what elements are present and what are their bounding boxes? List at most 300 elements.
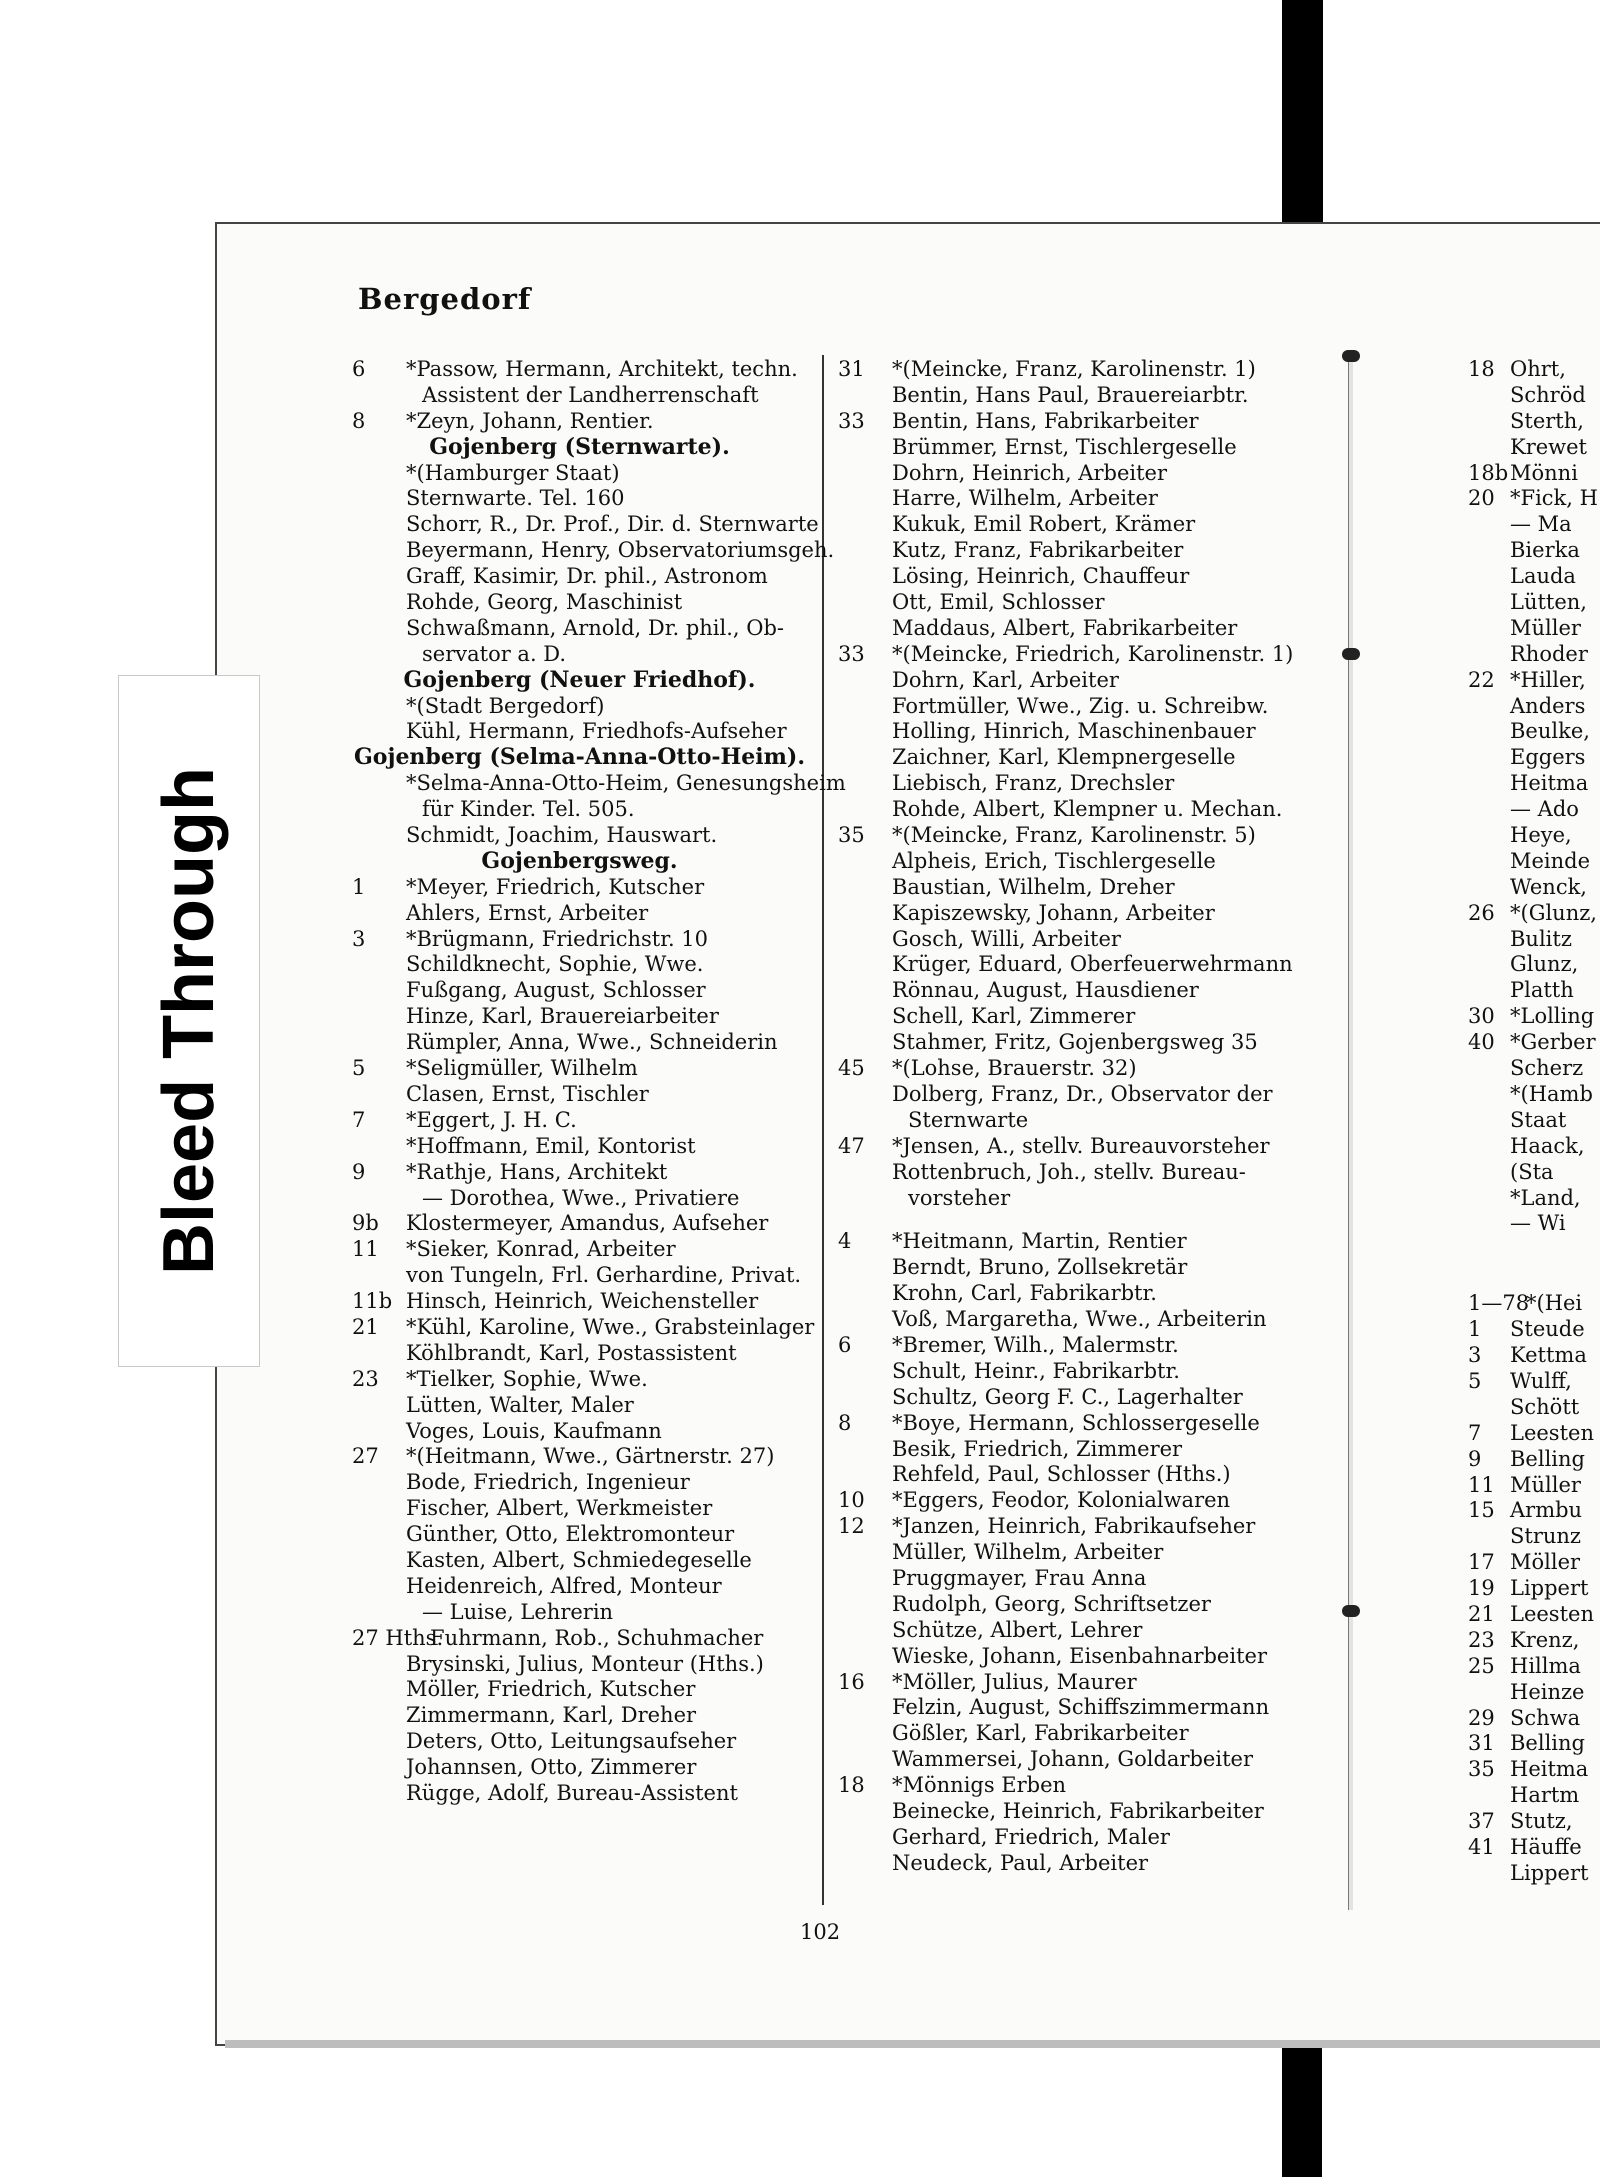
directory-entry (838, 461, 1293, 487)
entry-text: Lippert (1510, 1576, 1589, 1601)
house-number: 27 Hths. (352, 1625, 444, 1650)
entry-text: (Sta (1510, 1159, 1554, 1184)
entry-text: Schröd (1510, 382, 1586, 407)
house-number: 23 (352, 1366, 379, 1391)
entry-text: Rümpler, Anna, Wwe., Schneiderin (406, 1030, 778, 1055)
directory-entry (352, 927, 807, 953)
entry-text: Heitma (1510, 771, 1589, 796)
house-number: 16 (838, 1669, 865, 1694)
directory-entry (352, 1237, 807, 1263)
directory-entry (1468, 512, 1600, 538)
directory-entry (838, 1773, 1293, 1799)
house-number: 19 (1468, 1576, 1495, 1601)
entry-text: Bentin, Hans Paul, Brauereiarbtr. (892, 382, 1249, 407)
directory-entry (352, 357, 807, 383)
house-number: 15 (1468, 1498, 1495, 1523)
directory-column-2 (838, 357, 1293, 1877)
directory-entry (1468, 1030, 1600, 1056)
binding-strip-bottom (1282, 2040, 1322, 2177)
entry-text: *Zeyn, Johann, Rentier. (406, 408, 654, 433)
entry-text: von Tungeln, Frl. Gerhardine, Privat. (406, 1263, 802, 1288)
house-number: 17 (1468, 1550, 1495, 1575)
entry-text: Besik, Friedrich, Zimmerer (892, 1436, 1183, 1461)
directory-entry (352, 1341, 807, 1367)
entry-text: *Seligmüller, Wilhelm (406, 1056, 638, 1081)
directory-entry (838, 486, 1293, 512)
directory-entry (1468, 435, 1600, 461)
directory-entry (1468, 1395, 1600, 1421)
directory-entry (838, 538, 1293, 564)
entry-text: Mönni (1510, 460, 1578, 485)
directory-entry (1468, 1498, 1600, 1524)
bleed-through-label (118, 675, 260, 1367)
directory-entry (1468, 978, 1600, 1004)
directory-entry (838, 1670, 1293, 1696)
entry-text: Rohde, Albert, Klempner u. Mechan. (892, 797, 1283, 822)
directory-entry (1468, 771, 1600, 797)
directory-entry (352, 1677, 807, 1703)
directory-entry (352, 1367, 807, 1393)
entry-text: — Dorothea, Wwe., Privatiere (422, 1185, 740, 1210)
house-number: 7 (352, 1107, 366, 1132)
entry-text: Assistent der Landherrenschaft (422, 382, 759, 407)
directory-entry (1468, 1447, 1600, 1473)
house-number: 35 (1468, 1757, 1495, 1782)
directory-entry (1468, 409, 1600, 435)
directory-entry (838, 590, 1293, 616)
entry-text: *Land, (1510, 1185, 1581, 1210)
directory-entry (352, 1211, 807, 1237)
entry-text: Steude (1510, 1317, 1585, 1342)
directory-entry (838, 849, 1293, 875)
directory-entry (838, 1082, 1293, 1108)
entry-text: Liebisch, Franz, Drechsler (892, 771, 1175, 796)
directory-entry (1468, 1757, 1600, 1783)
bleed-through-label-text: Bleed Through (149, 767, 229, 1275)
entry-text: *(Heitmann, Wwe., Gärtnerstr. 27) (406, 1444, 775, 1469)
entry-text: Krüger, Eduard, Oberfeuerwehrmann (892, 952, 1293, 977)
directory-entry (1468, 1108, 1600, 1134)
directory-entry (838, 694, 1293, 720)
entry-text: Rehfeld, Paul, Schlosser (Hths.) (892, 1462, 1231, 1487)
directory-entry (838, 1411, 1293, 1437)
entry-text: Eggers (1510, 745, 1586, 770)
directory-entry (1468, 1731, 1600, 1757)
entry-text: Maddaus, Albert, Fabrikarbeiter (892, 615, 1238, 640)
directory-entry (1468, 694, 1600, 720)
directory-entry (838, 383, 1293, 409)
directory-entry (352, 1600, 807, 1626)
directory-entry (352, 616, 807, 642)
entry-text: Heye, (1510, 823, 1572, 848)
entry-text: Strunz (1510, 1524, 1581, 1549)
entry-text: Deters, Otto, Leitungsaufseher (406, 1729, 737, 1754)
entry-text: Platth (1510, 978, 1574, 1003)
house-number: 18b (1468, 460, 1509, 485)
directory-entry (1468, 1237, 1600, 1255)
house-number: 1 (352, 874, 366, 899)
directory-entry (838, 875, 1293, 901)
directory-entry (1468, 357, 1600, 383)
entry-text: Berndt, Bruno, Zollsekretär (892, 1255, 1188, 1280)
house-number: 9b (352, 1211, 379, 1236)
entry-text: *Brügmann, Friedrichstr. 10 (406, 926, 709, 951)
house-number: 18 (1468, 357, 1495, 381)
entry-text: Harre, Wilhelm, Arbeiter (892, 486, 1158, 511)
house-number: 8 (352, 408, 366, 433)
directory-entry (838, 1721, 1293, 1747)
house-number: 1 (1468, 1317, 1482, 1342)
directory-entry (352, 1056, 807, 1082)
directory-entry (1468, 486, 1600, 512)
entry-text: *(Lohse, Brauerstr. 32) (892, 1056, 1137, 1081)
house-number: 33 (838, 641, 865, 666)
directory-entry (1468, 875, 1600, 901)
entry-text: Gosch, Willi, Arbeiter (892, 926, 1121, 951)
entry-text: Hinze, Karl, Brauereiarbeiter (406, 1004, 719, 1029)
directory-entry (838, 668, 1293, 694)
house-number: 4 (838, 1229, 852, 1254)
directory-entry (838, 642, 1293, 668)
entry-text: Schött (1510, 1394, 1580, 1419)
directory-entry (1468, 1602, 1600, 1628)
directory-entry (352, 1134, 807, 1160)
entry-text: Leesten (1510, 1601, 1594, 1626)
directory-entry (838, 1437, 1293, 1463)
entry-text: *(Glunz, (1510, 900, 1597, 925)
directory-entry (352, 1470, 807, 1496)
entry-text: *Eggert, J. H. C. (406, 1107, 577, 1132)
directory-entry (352, 771, 846, 797)
entry-text: Sterth, (1510, 408, 1584, 433)
directory-entry (1468, 1291, 1600, 1317)
entry-text: Lippert (1510, 1860, 1589, 1885)
entry-text: Dohrn, Karl, Arbeiter (892, 667, 1119, 692)
entry-text: *(Meincke, Franz, Karolinenstr. 1) (892, 357, 1256, 381)
entry-text: Schmidt, Joachim, Hauswart. (406, 823, 718, 848)
directory-entry (352, 461, 807, 487)
entry-text: Wulff, (1510, 1368, 1572, 1393)
entry-text: servator a. D. (422, 641, 567, 666)
entry-text: Hartm (1510, 1783, 1580, 1808)
entry-text: Gojenberg (Neuer Friedhof). (403, 666, 756, 693)
directory-entry (1468, 383, 1600, 409)
house-number: 31 (838, 357, 865, 381)
entry-text: Lösing, Heinrich, Chauffeur (892, 564, 1190, 589)
directory-entry (352, 875, 807, 901)
entry-text: Zaichner, Karl, Klempnergeselle (892, 745, 1236, 770)
house-number: 47 (838, 1133, 865, 1158)
directory-entry (1468, 590, 1600, 616)
directory-entry (352, 1522, 807, 1548)
entry-text: Belling (1510, 1446, 1585, 1471)
directory-entry (352, 978, 807, 1004)
entry-text: Baustian, Wilhelm, Dreher (892, 874, 1175, 899)
directory-entry (1468, 1273, 1600, 1291)
entry-text: Lütten, (1510, 590, 1587, 615)
entry-text: Scherz (1510, 1056, 1584, 1081)
entry-text: Müller, Wilhelm, Arbeiter (892, 1540, 1164, 1565)
entry-text: Gerhard, Friedrich, Maler (892, 1824, 1170, 1849)
entry-text: Kasten, Albert, Schmiedegeselle (406, 1547, 752, 1572)
entry-text: Kapiszewsky, Johann, Arbeiter (892, 900, 1215, 925)
entry-text: *Janzen, Heinrich, Fabrikaufseher (892, 1514, 1256, 1539)
directory-entry (838, 823, 1293, 849)
entry-text: Häuffe (1510, 1834, 1582, 1859)
directory-entry (838, 1514, 1293, 1540)
directory-entry (1468, 1524, 1600, 1550)
directory-entry (352, 901, 807, 927)
entry-text: *Selma-Anna-Otto-Heim, Genesungsheim (406, 771, 846, 796)
directory-entry (352, 1496, 807, 1522)
house-number: 29 (1468, 1705, 1495, 1730)
directory-entry (352, 1289, 807, 1315)
entry-text: Voß, Margaretha, Wwe., Arbeiterin (892, 1307, 1267, 1332)
entry-text: Dolberg, Franz, Dr., Observator der (892, 1081, 1273, 1106)
directory-column-3 (1468, 357, 1600, 1887)
directory-entry (1468, 1317, 1600, 1343)
entry-text: Stahmer, Fritz, Gojenbergsweg 35 (892, 1030, 1258, 1055)
house-number: 45 (838, 1056, 865, 1081)
directory-entry (838, 1488, 1293, 1514)
directory-entry (1468, 538, 1600, 564)
entry-text: — Luise, Lehrerin (422, 1599, 614, 1624)
house-number: 11 (1468, 1472, 1495, 1497)
house-number: 20 (1468, 486, 1495, 511)
entry-text: Lütten, Walter, Maler (406, 1392, 634, 1417)
directory-entry (1468, 642, 1600, 668)
directory-entry (1468, 1343, 1600, 1369)
directory-entry (352, 1444, 807, 1470)
entry-text: Rügge, Adolf, Bureau-Assistent (406, 1780, 738, 1805)
directory-entry (838, 1281, 1293, 1307)
house-number: 21 (1468, 1601, 1495, 1626)
directory-entry (838, 797, 1293, 823)
directory-entry (1468, 927, 1600, 953)
directory-entry (1468, 668, 1600, 694)
directory-entry (352, 409, 807, 435)
directory-entry (1468, 1706, 1600, 1732)
entry-text: Schultz, Georg F. C., Lagerhalter (892, 1384, 1243, 1409)
entry-text: Armbu (1510, 1498, 1583, 1523)
entry-text: Schildknecht, Sophie, Wwe. (406, 952, 704, 977)
house-number: 31 (1468, 1731, 1495, 1756)
directory-entry (352, 952, 807, 978)
directory-entry (838, 1385, 1293, 1411)
directory-entry (1468, 1628, 1600, 1654)
directory-entry (838, 952, 1293, 978)
directory-entry (838, 564, 1293, 590)
entry-text: Voges, Louis, Kaufmann (406, 1418, 662, 1443)
entry-text: *(Hei (1526, 1291, 1583, 1316)
directory-entry (1468, 1082, 1600, 1108)
entry-text: Rudolph, Georg, Schriftsetzer (892, 1591, 1211, 1616)
entry-text: Anders (1510, 693, 1586, 718)
directory-entry (1468, 1861, 1600, 1887)
house-number: 11 (352, 1237, 379, 1262)
entry-text: Krenz, (1510, 1627, 1580, 1652)
page-shadow (225, 2040, 1600, 2048)
entry-text: Haack, (1510, 1133, 1585, 1158)
house-number: 9 (352, 1159, 366, 1184)
entry-text: *Kühl, Karoline, Wwe., Grabsteinlager (406, 1314, 815, 1339)
entry-text: *(Stadt Bergedorf) (406, 693, 605, 718)
directory-entry (352, 719, 807, 745)
directory-entry (352, 797, 807, 823)
directory-entry (352, 1186, 807, 1212)
binding-hook-top (1342, 350, 1360, 362)
directory-entry (838, 1160, 1293, 1186)
directory-entry (838, 1695, 1293, 1721)
directory-entry (838, 409, 1293, 435)
house-number: 11b (352, 1289, 393, 1314)
house-number: 7 (1468, 1420, 1482, 1445)
directory-entry (1468, 719, 1600, 745)
entry-text: Fuhrmann, Rob., Schuhmacher (430, 1625, 764, 1650)
entry-text: Heitma (1510, 1757, 1589, 1782)
directory-entry (352, 642, 807, 668)
house-number: 18 (838, 1773, 865, 1798)
house-number: 26 (1468, 900, 1495, 925)
entry-text: Kutz, Franz, Fabrikarbeiter (892, 538, 1184, 563)
column-divider (822, 355, 824, 1905)
house-number: 40 (1468, 1030, 1495, 1055)
directory-entry (352, 1030, 807, 1056)
directory-entry (1468, 1056, 1600, 1082)
entry-text: Glunz, (1510, 952, 1579, 977)
directory-entry (1468, 1654, 1600, 1680)
entry-text: *Hiller, (1510, 667, 1586, 692)
directory-entry (352, 1781, 807, 1807)
binding-strip-right-top (1283, 0, 1323, 228)
entry-text: Bentin, Hans, Fabrikarbeiter (892, 408, 1199, 433)
entry-text: Beyermann, Henry, Observatoriumsgeh. (406, 538, 835, 563)
directory-entry (1468, 901, 1600, 927)
directory-entry (1468, 1134, 1600, 1160)
directory-entry (838, 1747, 1293, 1773)
house-number: 12 (838, 1514, 865, 1539)
directory-entry (838, 1108, 1293, 1134)
entry-text: — Ma (1510, 512, 1572, 537)
entry-text: *Heitmann, Martin, Rentier (892, 1229, 1187, 1254)
entry-text: Möller (1510, 1550, 1581, 1575)
directory-entry (1468, 1835, 1600, 1861)
entry-text: Krohn, Carl, Fabrikarbtr. (892, 1281, 1157, 1306)
entry-text: Ohrt, (1510, 357, 1566, 381)
directory-entry (838, 1134, 1293, 1160)
entry-text: — Wi (1510, 1211, 1566, 1236)
entry-text: *Sieker, Konrad, Arbeiter (406, 1237, 676, 1262)
directory-entry (838, 1359, 1293, 1385)
directory-entry (838, 1618, 1293, 1644)
house-number: 1—78 (1468, 1291, 1530, 1316)
directory-entry (838, 435, 1293, 461)
house-number: 27 (352, 1444, 379, 1469)
directory-entry (352, 1419, 807, 1445)
directory-entry (838, 1211, 1293, 1229)
entry-text: *Jensen, A., stellv. Bureauvorsteher (892, 1133, 1270, 1158)
entry-text: *Rathje, Hans, Architekt (406, 1159, 668, 1184)
entry-text: Neudeck, Paul, Arbeiter (892, 1850, 1149, 1875)
directory-entry (1468, 1550, 1600, 1576)
directory-entry (838, 927, 1293, 953)
entry-text: Beinecke, Heinrich, Fabrikarbeiter (892, 1798, 1264, 1823)
binding-hook-middle (1342, 648, 1360, 660)
entry-text: *Möller, Julius, Maurer (892, 1669, 1137, 1694)
entry-text: *Tielker, Sophie, Wwe. (406, 1366, 648, 1391)
entry-text: Köhlbrandt, Karl, Postassistent (406, 1340, 737, 1365)
entry-text: Schwa (1510, 1705, 1581, 1730)
directory-entry (1468, 1783, 1600, 1809)
entry-text: Johannsen, Otto, Zimmerer (406, 1755, 697, 1780)
house-number: 8 (838, 1410, 852, 1435)
entry-text: *Hoffmann, Emil, Kontorist (406, 1133, 696, 1158)
entry-text: Clasen, Ernst, Tischler (406, 1081, 649, 1106)
street-heading (352, 435, 807, 461)
entry-text: *(Meincke, Franz, Karolinenstr. 5) (892, 823, 1256, 848)
entry-text: Fischer, Albert, Werkmeister (406, 1496, 713, 1521)
entry-text: Graff, Kasimir, Dr. phil., Astronom (406, 564, 768, 589)
house-number: 9 (1468, 1446, 1482, 1471)
entry-text: Stutz, (1510, 1809, 1573, 1834)
entry-text: Wenck, (1510, 874, 1587, 899)
entry-text: Holling, Hinrich, Maschinenbauer (892, 719, 1256, 744)
entry-text: Schütze, Albert, Lehrer (892, 1617, 1143, 1642)
entry-text: *(Hamburger Staat) (406, 460, 620, 485)
entry-text: Kukuk, Emil Robert, Krämer (892, 512, 1196, 537)
directory-entry (838, 616, 1293, 642)
entry-text: Müller (1510, 615, 1581, 640)
entry-text: Lauda (1510, 564, 1576, 589)
entry-text: Fußgang, August, Schlosser (406, 978, 706, 1003)
house-number: 3 (352, 926, 366, 951)
directory-entry (1468, 564, 1600, 590)
entry-text: Hillma (1510, 1653, 1581, 1678)
entry-text: Zimmermann, Karl, Dreher (406, 1703, 697, 1728)
directory-entry (352, 1393, 807, 1419)
binding-hook-lower (1342, 1605, 1360, 1617)
entry-text: Rottenbruch, Joh., stellv. Bureau- (892, 1159, 1246, 1184)
directory-entry (352, 564, 807, 590)
entry-text: Gojenberg (Sternwarte). (429, 433, 730, 460)
directory-entry (352, 486, 807, 512)
running-head: Bergedorf (358, 282, 532, 316)
directory-entry (838, 978, 1293, 1004)
house-number: 25 (1468, 1653, 1495, 1678)
entry-text: *Lolling (1510, 1004, 1595, 1029)
entry-text: Ott, Emil, Schlosser (892, 590, 1105, 615)
directory-entry (352, 1082, 807, 1108)
directory-entry (352, 1574, 807, 1600)
entry-text: *Bremer, Wilh., Malermstr. (892, 1332, 1179, 1357)
entry-text: Meinde (1510, 848, 1591, 873)
street-heading (352, 745, 807, 771)
directory-entry (352, 1755, 807, 1781)
entry-text: Sternwarte. Tel. 160 (406, 486, 625, 511)
entry-text: Müller (1510, 1472, 1581, 1497)
directory-entry (352, 1626, 807, 1652)
directory-entry (352, 1160, 807, 1186)
entry-text: *Boye, Hermann, Schlossergeselle (892, 1410, 1260, 1435)
house-number: 21 (352, 1314, 379, 1339)
directory-entry (838, 1799, 1293, 1825)
entry-text: Rohde, Georg, Maschinist (406, 590, 683, 615)
directory-entry (352, 538, 835, 564)
entry-text: für Kinder. Tel. 505. (422, 797, 635, 822)
directory-entry (838, 1333, 1293, 1359)
entry-text: Gojenberg (Selma-Anna-Otto-Heim). (354, 744, 805, 771)
entry-text: Felzin, August, Schiffszimmermann (892, 1695, 1270, 1720)
